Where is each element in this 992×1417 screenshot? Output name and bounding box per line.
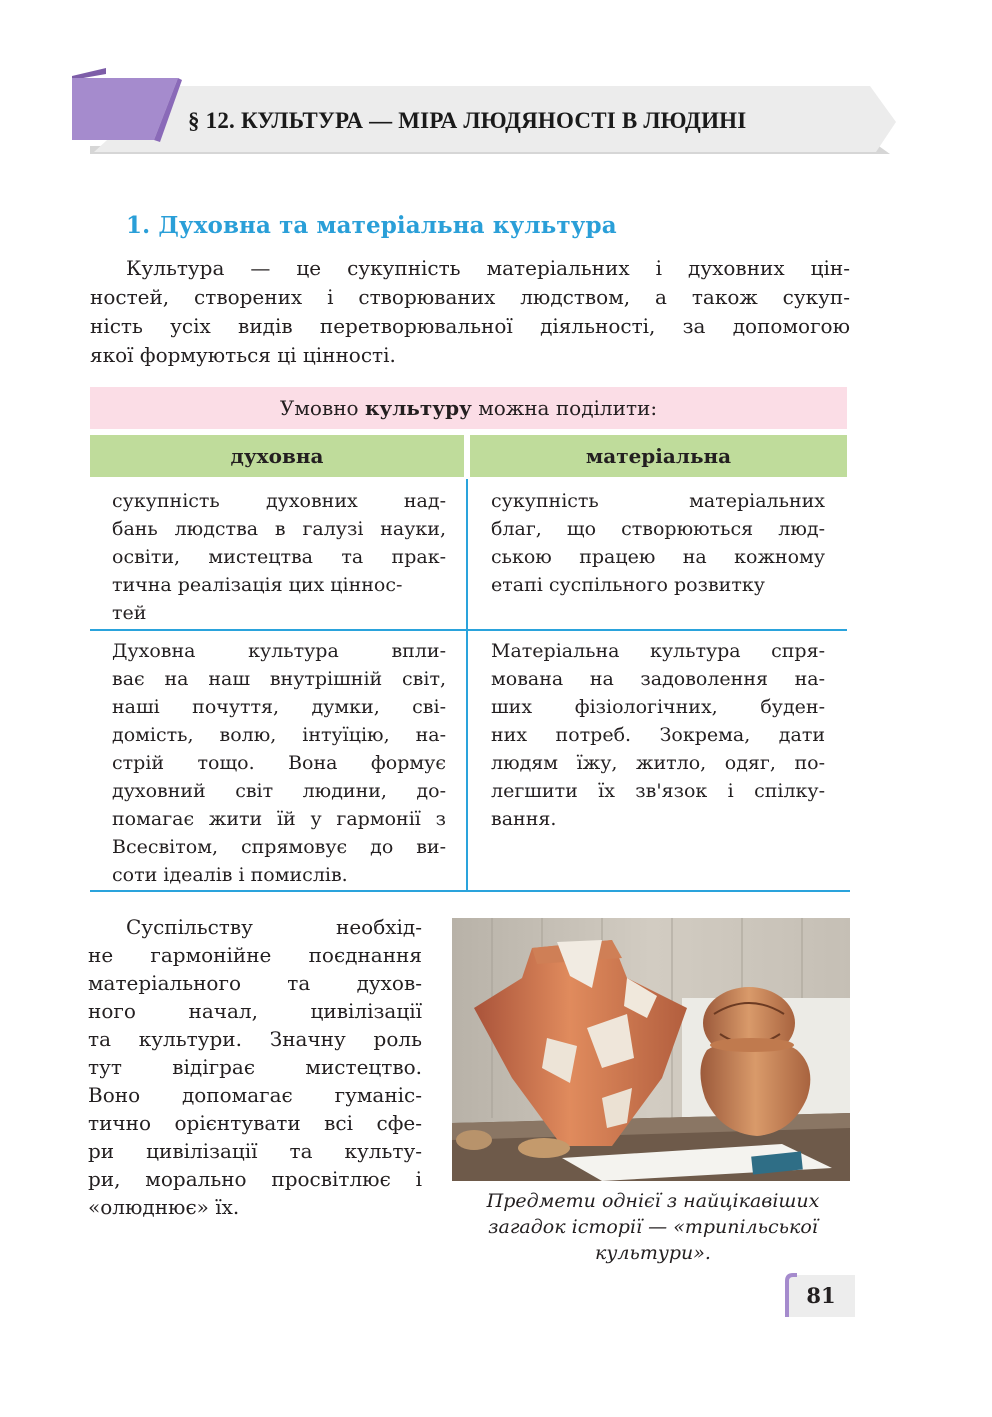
caption-line: загадок історії — «трипільської	[488, 1216, 818, 1238]
cell-line: сукупність духовних над-	[112, 490, 446, 512]
bottom-line: матеріального та духов-	[88, 971, 422, 995]
cell-line: стрій тощо. Вона формує	[112, 752, 446, 774]
chapter-title: § 12. КУЛЬТУРА — МІРА ЛЮДЯНОСТІ В ЛЮДИНІ	[188, 108, 747, 133]
cell-line: бань людства в галузі науки,	[112, 518, 446, 540]
cell-line: Духовна культура впли-	[112, 640, 446, 662]
cell-line: помагає жити їй у гармонії з	[112, 808, 446, 830]
column-header-spiritual: духовна	[90, 435, 464, 477]
page-number: 81	[806, 1282, 836, 1308]
bottom-line: «олюднює» їх.	[88, 1195, 240, 1219]
table-divider-bottom	[90, 890, 850, 892]
cell-line: Всесвітом, спрямовує до ви-	[112, 836, 446, 858]
cell-line: тей	[112, 602, 147, 624]
table-divider-horizontal	[90, 629, 847, 631]
table-caption-bold: культуру	[364, 396, 472, 420]
intro-line: якої формуються ці цінності.	[90, 343, 396, 367]
intro-line: Культура — це сукупність матеріальних і духовних цін-	[126, 256, 850, 280]
photo-caption	[455, 1188, 851, 1266]
bottom-line: тут відіграє мистецтво.	[88, 1055, 422, 1079]
section-title: 1. Духовна та матеріальна культура	[126, 212, 617, 239]
table-caption-before: Умовно	[279, 396, 365, 420]
bottom-line: та культури. Значну роль	[88, 1027, 422, 1051]
cell-line: духовний світ людини, до-	[112, 780, 446, 802]
bottom-line: тично орієнтувати всі сфе-	[88, 1111, 422, 1135]
cell-line: мована на задоволення на-	[491, 668, 825, 690]
cell-line: ших фізіологічних, буден-	[491, 696, 825, 718]
cell-line: ською працею на кожному	[491, 546, 825, 568]
table-divider-vertical	[466, 479, 468, 892]
intro-line: ностей, створених і створюваних людством, а також сукуп-	[90, 285, 850, 309]
bottom-line: ного начал, цивілізації	[88, 999, 422, 1023]
caption-line: культури».	[595, 1242, 711, 1264]
cell-line: соти ідеалів і помислів.	[112, 864, 348, 886]
bottom-paragraph	[88, 913, 422, 1221]
table-cell-row2-right	[491, 637, 825, 833]
table-caption	[90, 387, 847, 429]
bottom-line: не гармонійне поєднання	[88, 943, 422, 967]
trypillia-pottery-photo	[452, 918, 850, 1181]
column-header-material: матеріальна	[470, 435, 847, 477]
cell-line: Матеріальна культура спря-	[491, 640, 825, 662]
cell-line: сукупність матеріальних	[491, 490, 825, 512]
table-cell-row1-left	[112, 487, 446, 627]
intro-line: ність усіх видів перетворювальної діяльності, за допомогою	[90, 314, 850, 338]
cell-line: вання.	[491, 808, 557, 830]
cell-line: домість, волю, інтуїцію, на-	[112, 724, 446, 746]
cell-line: тична реалізація цих ціннос-	[112, 574, 403, 596]
caption-line: Предмети однієї з найцікавіших	[486, 1190, 820, 1212]
cell-line: наші почуття, думки, сві-	[112, 696, 446, 718]
intro-paragraph	[90, 254, 850, 370]
cell-line: них потреб. Зокрема, дати	[491, 724, 825, 746]
cell-line: етапі суспільного розвитку	[491, 574, 765, 596]
table-cell-row2-left	[112, 637, 446, 889]
cell-line: благ, що створюються люд-	[491, 518, 825, 540]
bottom-line: ри, морально просвітлює і	[88, 1167, 422, 1191]
table-caption-after: можна поділити:	[471, 396, 658, 420]
cell-line: людям їжу, житло, одяг, по-	[491, 752, 825, 774]
table-cell-row1-right	[491, 487, 825, 599]
bottom-line: ри цивілізації та культу-	[88, 1139, 422, 1163]
cell-line: легшити їх зв'язок і спілку-	[491, 780, 825, 802]
bottom-line: Воно допомагає гуманіс-	[88, 1083, 422, 1107]
bottom-line: Суспільству необхід-	[126, 915, 422, 939]
cell-line: ває на наш внутрішній світ,	[112, 668, 446, 690]
cell-line: освіти, мистецтва та прак-	[112, 546, 446, 568]
